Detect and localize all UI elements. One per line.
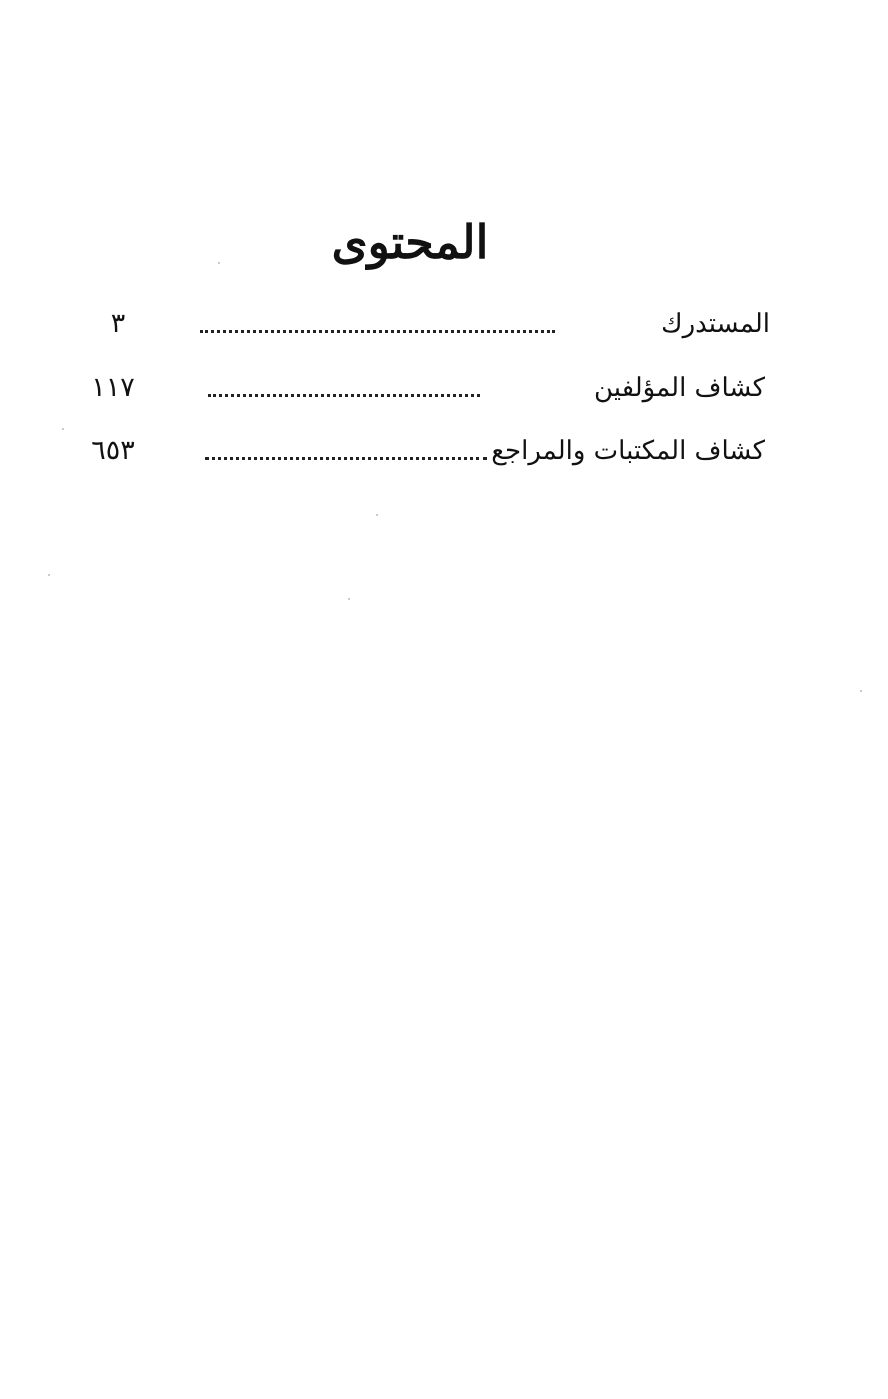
toc-entry-page: ٣ <box>110 308 126 339</box>
toc-entry-page: ٦٥٣ <box>91 435 135 466</box>
toc-leader-dots <box>208 390 480 397</box>
scan-speck <box>62 428 64 430</box>
toc-entry-label: المستدرك <box>661 309 770 339</box>
toc-leader-dots <box>200 326 555 333</box>
scan-speck <box>348 598 350 600</box>
toc-entry-page: ١١٧ <box>91 372 135 403</box>
page-title: المحتوى <box>331 215 489 269</box>
scan-speck <box>218 262 220 264</box>
toc-entry <box>80 433 765 473</box>
toc-entry <box>80 306 770 346</box>
scan-speck <box>376 514 378 516</box>
toc-entry-label: كشاف المؤلفين <box>593 373 765 403</box>
toc-leader-dots <box>205 453 487 460</box>
toc-entry <box>80 370 765 410</box>
scan-speck <box>48 574 50 576</box>
scan-speck <box>860 690 862 692</box>
toc-entry-label: كشاف المكتبات والمراجع <box>491 436 765 466</box>
